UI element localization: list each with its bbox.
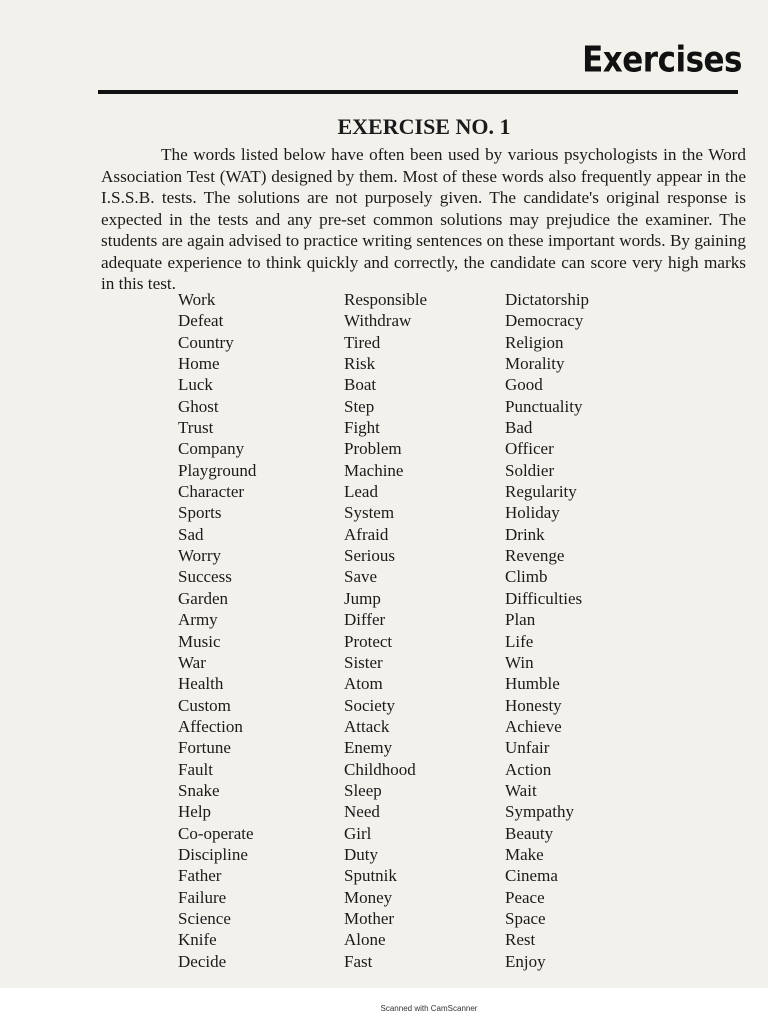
word-item: Climb [505,567,548,587]
word-item: Ghost [178,396,219,416]
word-item: Holiday [505,503,560,523]
word-item: Achieve [505,716,562,736]
word-item: Health [178,674,224,694]
word-item: Playground [178,460,257,480]
word-item: Enjoy [505,951,546,971]
word-item: Afraid [344,524,389,544]
word-item: Garden [178,588,229,608]
word-item: Sister [344,652,383,672]
word-item: Affection [178,716,243,736]
word-item: Religion [505,332,564,352]
word-item: Science [178,908,231,928]
word-item: Sympathy [505,802,574,822]
word-item: Difficulties [505,588,583,608]
word-item: Success [178,567,232,587]
word-item: Worry [178,546,222,566]
word-item: Drink [505,524,545,544]
word-item: Win [505,652,534,672]
word-item: Make [505,844,544,864]
word-item: Luck [178,375,213,395]
word-item: Enemy [344,738,393,758]
word-item: Democracy [505,311,584,331]
word-item: Alone [344,930,386,950]
word-item: Beauty [505,823,554,843]
word-item: War [178,652,206,672]
word-item: Responsible [344,290,428,309]
word-item: Company [178,439,245,459]
intro-paragraph: The words listed below have often been used by various psychologists in the Word Association Test (WAT) designed by them. Most of these words also frequently appear in the I.S.S.B. tests. The solutions are not purposely given. The candidate's original response is expected in the tests and any pre-set common solutions may prejudice the examiner. The students are again advised to practice writing sentences on these important words. By gaining adequate experience to think quickly and correctly, the candidate can score very high marks in this test. [101,145,746,293]
word-item: Peace [505,887,545,907]
word-item: Protect [344,631,393,651]
word-item: Duty [344,844,378,864]
word-item: Boat [344,375,377,395]
scanner-watermark: Scanned with CamScanner [380,1004,478,1013]
word-item: Plan [505,610,536,630]
word-item: Father [178,866,222,886]
word-item: Cinema [505,866,558,886]
header-rule [98,90,738,94]
word-item: Mother [344,908,395,928]
word-item: Work [178,290,216,309]
word-item: Humble [505,674,560,694]
word-item: Revenge [505,546,565,566]
word-item: Music [178,631,221,651]
word-item: Fault [178,759,213,779]
word-item: Fortune [178,738,231,758]
word-item: Rest [505,930,536,950]
word-item: Sleep [344,780,382,800]
word-item: Serious [344,546,395,566]
word-item: Fight [344,418,380,438]
word-item: Withdraw [344,311,412,331]
word-item: Decide [178,951,227,971]
word-item: Space [505,908,546,928]
word-item: Punctuality [505,396,583,416]
word-item: Differ [344,610,386,630]
word-item: Country [178,332,234,352]
word-item: Officer [505,439,554,459]
word-item: Soldier [505,460,555,480]
word-item: Failure [178,887,227,907]
word-item: Risk [344,354,376,374]
word-item: Childhood [344,759,416,779]
word-item: Honesty [505,695,562,715]
word-item: Machine [344,460,404,480]
word-item: Need [344,802,380,822]
word-item: Sad [178,524,204,544]
word-item: Action [505,759,552,779]
word-item: Trust [178,418,214,438]
word-column-1 [178,289,256,972]
word-item: Unfair [505,738,550,758]
word-item: Attack [344,716,390,736]
word-item: Life [505,631,534,651]
word-item: Good [505,375,543,395]
word-item: Discipline [178,844,248,864]
word-item: Bad [505,418,533,438]
section-title: Exercises [582,39,742,81]
exercise-title: EXERCISE NO. 1 [337,114,511,139]
word-item: Regularity [505,482,577,502]
word-item: Save [344,567,378,587]
word-item: Jump [344,588,381,608]
word-item: Sports [178,503,222,523]
word-item: Help [178,802,212,822]
word-column-2 [344,289,427,972]
word-item: Step [344,396,375,416]
word-item: Society [344,695,395,715]
word-item: Sputnik [344,866,397,886]
word-item: Lead [344,482,378,502]
word-item: Character [178,482,245,502]
word-item: Snake [178,780,220,800]
word-item: Girl [344,823,372,843]
word-item: Atom [344,674,383,694]
word-column-3 [505,289,589,972]
word-item: Co-operate [178,823,254,843]
word-item: Money [344,887,393,907]
word-item: Home [178,354,220,374]
word-item: Army [178,610,218,630]
word-item: Morality [505,354,565,374]
word-item: Dictatorship [505,290,590,309]
word-item: Defeat [178,311,224,331]
word-item: Tired [344,332,381,352]
word-item: Custom [178,695,231,715]
word-item: System [344,503,395,523]
word-item: Problem [344,439,402,459]
word-item: Fast [344,951,373,971]
word-item: Wait [505,780,537,800]
word-item: Knife [178,930,217,950]
